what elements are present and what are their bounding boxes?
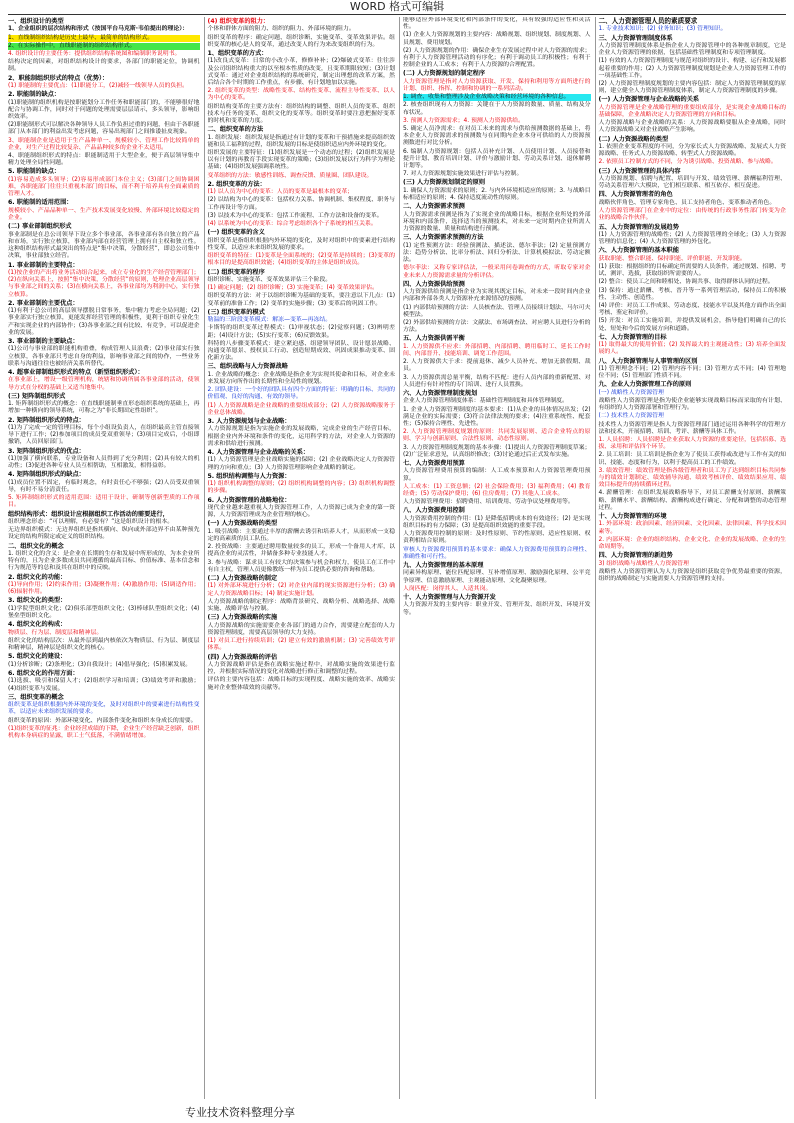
section-heading: 3. 矩阵制组织形式的优点：	[8, 447, 85, 455]
section-heading: 2. 矩阵制组织形式的特点：	[8, 416, 85, 424]
section-heading: 七、人力资源费用预算	[403, 460, 465, 467]
paragraph: 4. 组织设计的主要任务：提供组织结构系统图和编制职务说明书。	[8, 51, 181, 58]
section-heading: 6. 职能制的适用范围：	[8, 199, 73, 207]
footer-text: 专业技术资料整理分享	[185, 1106, 295, 1119]
paragraph: 人力资源管理是指对人力资源获取、开发、保持和利用等方面所进行的计划、组织、指挥、控制和协调的一系列活动。	[403, 78, 591, 93]
paragraph: 1. 人力资源供不应求：外部招聘、内部招聘、聘用临时工、延长工作时间、内部晋升、技能培训、调宽工作范围。	[403, 343, 591, 357]
paragraph: 3. 绩效管理：绩效管理是指各级管理者和员工为了达到组织目标共同参与的绩效计划制定、绩效辅导沟通、绩效考核评价、绩效结果应用、绩效目标提升的持续循环过程。	[598, 467, 786, 489]
paragraph: 技术性人力资源管理是指人力资源管理部门通过运用各种科学的管理方法和技术，开展招聘、培训、考评、薪酬等具体工作。	[598, 421, 786, 435]
paragraph: 6. 编制人力资源规划：包括人员补充计划、人员使用计划、人员接替和提升计划、教育培训计划、评价与激励计划、劳动关系计划、退休解聘计划等。	[403, 148, 591, 170]
section-heading: 6. 组织文化的作用方面：	[8, 669, 79, 677]
paragraph: (1) 以人员为中心的变革：人员的变革是最根本的变革；	[207, 189, 354, 196]
paragraph: 人力资源战略评估是指在战略实施过程中，对战略实施的效果进行监控，并根据实际情况的变化对战略进行修正和调整的过程。	[207, 661, 395, 676]
paragraph: 2. 组织变革的类型：战略性变革、结构性变革、流程主导性变革、以人为中心的变革。	[207, 88, 395, 102]
paragraph: (1) 定性预测方法：经验预测法、描述法、德尔菲法；(2) 定量预测方法：趋势分析法、比率分析法、回归分析法、计算机模拟法、劳动定额法。	[403, 242, 591, 264]
paragraph: (4) 以系统为中心的变革：综合考虑组织各个子系统的相互关系。	[207, 221, 377, 228]
section-heading: 八、人力资源管理与人事管理的区别	[598, 357, 698, 365]
paragraph: (1) 企业人力资源规划的主要内容：战略规划、组织规划、制度规划、人员规划、费用规划。	[403, 32, 591, 46]
section-heading: 三、人力资源需求预测的方法	[403, 234, 484, 242]
paragraph: 战略伙伴角色、管理专家角色、员工支持者角色、变革推动者角色。	[598, 199, 776, 206]
section-heading: 九、人力资源管理的基本原理	[403, 562, 484, 570]
section-heading: (二) 组织变革的程序	[207, 268, 265, 276]
section-heading: 4. 人力资源管理与企业战略的关系：	[207, 449, 310, 456]
paragraph: 1. 企业战略的概念：企业战略是指企业为实现其使命和目标，对企业未来发展方向所作出的长期性和全局性的规划。	[207, 371, 395, 385]
paragraph: 3. 预测人力资源需求；4. 预测人力资源供给。	[403, 117, 525, 124]
section-heading: 十、人力资源管理的环境	[598, 513, 667, 521]
section-heading: 2. 职能制的缺点：	[8, 91, 61, 99]
paragraph: (1) 人力资源战略是企业战略的重要组成部分；(2) 人力资源战略服务于企业总体战略。	[207, 402, 395, 416]
section-heading: (二) 人力资源规划的制定程序	[403, 70, 486, 78]
paragraph: (1) 对员工进行持续培训；(2) 建立有效的激励机制；(3) 完善绩效考评体系。	[207, 638, 395, 652]
paragraph: (5) 开发：对员工实施培训，并提供发展机会，指导他们明确自己的长处、短处和今后的发展方向和道路。	[598, 318, 786, 332]
paragraph: 4. 薪酬管理：在组织发展战略指导下，对员工薪酬支付原则、薪酬策略、薪酬水平、薪酬结构、薪酬构成进行确定、分配和调整的动态管理过程。	[598, 490, 786, 511]
paragraph: (1) 确定问题；(2) 组织诊断；(3) 实施变革；(4) 变革效果评估。	[207, 285, 378, 292]
section-heading: 4. 超事业部制组织形式的特点（新型组织形式）：	[8, 368, 144, 376]
paragraph: 人力资源管理费用预算的编制：人工成本预算和人力资源管理费用预算。	[403, 468, 591, 482]
paragraph: (1)成员位置不固定，有临时观念，有时责任心不够强；(2)人员受双重领导，有时不易分清责任。	[8, 479, 200, 494]
section-heading: (三) 矩阵制组织形式	[8, 392, 66, 400]
paragraph: (2) 人力资源规划的作用：确保企业生存发展过程中对人力资源的需求；有利于人力资源管理活动的有序化；有利于调动员工的积极性；有利于控制企业的人工成本；有利于人力资源的合理配置。	[403, 47, 591, 69]
paragraph: (1) 管理理念不同；(2) 管理内容不同；(3) 管理方式不同；(4) 管理地位不同；(5) 管理部门性质不同。	[598, 365, 786, 380]
paragraph: 组织变革是组织根据内外环境的变化，及时对组织中的要素进行结构性变革，以适应未来组织发展的要求。	[8, 702, 200, 716]
paragraph: 组织诊断、实施变革、变革效果评估三个阶段。	[207, 276, 332, 283]
section-heading: (4) 组织变革的阻力：	[207, 18, 270, 25]
paragraph: 人力资源管理制度体系是指企业人力资源管理中的各种规章制度，它是企业人力资源管理的依据，包括基础性管理制度和专项管理制度。	[598, 43, 786, 57]
section-heading: 二、人力资源管理人员的素质要求	[598, 17, 698, 25]
paragraph: 企业人力资源管理制度体系：基础性管理制度和具体管理制度。	[403, 398, 568, 405]
paragraph: (1) 人力资源管理是企业战略实施的保障；(2) 企业战略决定人力资源管理的方向和重点；(3) 人力资源管理影响企业战略的制定。	[207, 457, 395, 471]
paragraph: 人力资源管理部门在企业中的定位：由传统的行政事务性部门转变为企业的战略合作伙伴。	[598, 208, 786, 222]
paragraph: (1)导向作用；(2)约束作用；(3)凝聚作用；(4)激励作用；(5)调适作用；(6)辐射作用。	[8, 582, 200, 596]
text-column-3	[399, 17, 591, 1099]
header-divider	[8, 14, 786, 15]
section-heading: 六、人力资源管理制度规划	[403, 389, 478, 397]
paragraph: 人力资源战略的制定程序：战略背景研究、战略分析、战略选择、战略实施、战略评估与控制。	[207, 598, 395, 613]
paragraph: 1. 依照企业变革程度的不同，分为家长式人力资源战略、发展式人力资源战略、任务式人力资源战略、转型式人力资源战略。	[598, 144, 786, 158]
paragraph: 1. 人员招聘：人员招聘是企业获取人力资源的重要途径，包括招募、选拔、录用和评估四个环节。	[598, 437, 786, 451]
paragraph: 组织发展的主要特征：(1)组织发展是一个动态的过程；(2)组织发展是以有计划的再教育手段实现变革的策略；(3)组织发展以行为科学为理论基础；(4)组织发展强调系统性。	[207, 150, 395, 171]
paragraph: (1) 人力资源管理的战略性；(2) 人力资源管理的全球化；(3) 人力资源管理的信息化；(4) 人力资源管理的外包化。	[598, 231, 786, 246]
paragraph: 物质层、行为层、制度层和精神层。	[8, 629, 103, 636]
paragraph: 战略性人力资源管理是指为使企业能够实现战略目标而采取的有计划、有组织的人力资源部署和管理行为。	[598, 397, 786, 412]
paragraph: 1. 企业人力资源管理制度的基本要求：(1)从企业的具体情况出发；(2)满足企业的实际需要；(3)符合法律法规的要求；(4)注重系统性、配套性；(5)保持合理性、先进性。	[403, 406, 591, 427]
paragraph: 1. 吸引战略：主要通过丰厚的薪酬去诱引和培养人才，从而形成一支稳定的高素质的员工队伍。	[207, 528, 395, 543]
paragraph: 1. 组织发展：组织发展是指通过有计划的变革和干预措施来提高组织效能和员工福利的过程，组织发展的目标是使组织适应内外环境的变化。	[207, 134, 395, 148]
section-heading: 3. 人力资源规划与企业战略：	[207, 417, 291, 425]
paragraph: 人力资源战略与企业战略的关系：人力资源战略要服从企业战略，同时人力资源战略又对企业战略产生影响。	[598, 120, 786, 134]
section-heading: 三、人力资源管理制度体系	[598, 34, 673, 42]
paragraph: 3) 组织战略与战略性人力资源管理	[598, 560, 689, 567]
paragraph: 1. 组织文化的含义：是企业在长期的生存和发展中所形成的、为本企业所特有的，且为企业多数成员共同遵循的最高目标、价值标准、基本信念和行为规范等的总和及其在组织中的反映。	[8, 551, 200, 572]
section-heading: 三、组织战略与人力资源战略	[207, 363, 288, 371]
paragraph: (1)按企业的产出将业务活动组合起来，成立专业化的生产经营管理部门；(2)在纵向关系上，按照“集中决策，分散经营”的原则，处理企业高层领导与事业部之间的关系；(3)在横向关系上，各事业部均为利润中心，实行独立核算。	[8, 269, 200, 298]
paragraph: (1) 职能制的主要优点：(1)职能分工，(2)减轻一线领导人员的负担。	[8, 83, 189, 90]
paragraph: (1) 内部供给预测的方法：人员核查法、管理人员接续计划法、马尔可夫模型法。	[403, 304, 591, 318]
paragraph: 战略性人力资源管理认为人力资源是组织获取竞争优势最重要的资源，组织的战略制定与实施需要人力资源管理的支持。	[598, 568, 786, 583]
paragraph: 人力资源战略的实施需要企业各部门的通力合作，需要建立配套的人力资源管理制度，需要高层领导的大力支持。	[207, 622, 395, 636]
paragraph: 同素异构原理、能位匹配原理、互补增值原理、激励强化原理、公平竞争原理、信息激励原理、主观能动原理、文化凝聚原理。	[403, 570, 591, 584]
paragraph: (1)选拔、吸引和保留人才；(2)组织学习和培训；(3)绩效考评和激励；(4)组织变革与发展。	[8, 678, 200, 692]
paragraph: 1. 专业技术知识；(2) 业务知识；(3) 管理知识。	[598, 26, 727, 33]
paragraph: 组织变革的特征：(1)变革是全面系统的；(2)变革是持续的；(3)变革的根本目的是提高组织效能；(4)组织变革的主体是组织成员。	[207, 253, 395, 267]
paragraph: 现代企业越来越重视人力资源管理工作，人力资源已成为企业的第一资源，人力资源管理成为企业管理的核心。	[207, 505, 395, 519]
section-heading: 一、组织设计的类型	[8, 18, 64, 25]
paragraph: (1)职能制的组织机构是按职能划分工作任务和职能部门的，不能够很好地配合与协调工作，同时对于问题的处理需要层层请示，多头领导，影响组织效率。	[8, 99, 200, 121]
section-heading: 5. 组织文化的建设：	[8, 653, 67, 661]
paragraph: 2. 员工培训：员工培训是指企业为了使员工获得或改进与工作有关的知识、技能、态度和行为，以利于提高员工的工作绩效。	[598, 452, 786, 466]
paragraph: (2) 人力资源管理制度规划的主要内容包括：制定人力资源管理制度的原则，建立健全人力资源管理制度体系，制定人力资源管理制度的步骤。	[598, 81, 786, 95]
paragraph: 评估的主要内容包括：战略目标的实现程度、战略实施的效率、战略实施对企业整体绩效的贡献等。	[207, 677, 395, 691]
paragraph: 人工成本：(1) 工资总额；(2) 社会保险费用；(3) 福利费用；(4) 教育经费；(5) 劳动保护费用；(6) 住房费用；(7) 其他人工成本。	[403, 483, 591, 498]
paragraph: 个体和群体方面的阻力、组织的阻力、外部环境的阻力。	[207, 26, 355, 33]
text-column-2	[204, 17, 396, 1099]
paragraph: 人力资源管理是企业战略管理的重要组成部分，是实现企业战略目标的基础保障，企业战略决定人力资源管理的方向和目标。	[598, 104, 786, 119]
section-heading: 六、人力资源管理的基本职能	[598, 247, 679, 255]
paragraph: (2) 以结构为中心的变革：包括权力关系、协调机制、集权程度、职务与工作再设计等方面。	[207, 197, 395, 211]
section-heading: 二、组织变革的方法	[207, 126, 264, 134]
paragraph: (1)组织变革的征兆：企业经营成绩的下降，企业生产经营缺乏创新，组织机构本身病症的显露，职工士气低落，不满情绪增加。	[8, 725, 200, 739]
section-heading: 4. 组织文化的构成：	[8, 621, 67, 629]
section-heading: 5. 组织结构调整与人力资源：	[207, 472, 291, 480]
section-heading: 组织结构形式：组织设计应根据组织工作活动的需要进行，	[8, 510, 169, 518]
section-heading: 5. 职能制的缺点：	[8, 168, 61, 176]
paragraph: (2) 外部供给预测的方法：文献法、市场调查法、对应聘人员进行分析的方法。	[403, 319, 591, 334]
section-heading: 6. 人力资源管理的战略地位：	[207, 496, 291, 504]
paragraph: (3) 保持：通过薪酬、考核、晋升等一系列管理活动，保持员工的积极性、主动性、创造性。	[598, 287, 786, 301]
paragraph: 勒温的三阶段变革模式：解冻—变革—再冻结。	[207, 317, 332, 324]
paragraph: 卡斯特的组织变革过程模式：(1)审视状态；(2)觉察问题；(3)辨明差距；(4)设计方法；(5)实行变革；(6)反馈效果。	[207, 325, 395, 339]
paragraph: 组织文化的结构层次：从最外层到最内核依次为物质层、行为层、制度层和精神层，精神层是组织文化的核心。	[8, 637, 200, 652]
section-heading: 五、人力资源管理的发展趋势	[598, 223, 679, 231]
paragraph: 2. 团队建设：一个好的团队具有四个方面的特征：明确的目标、共同的价值观、良好的沟通、有效的领导。	[207, 387, 395, 401]
section-heading: (四) 人力资源战略的评估	[207, 653, 278, 661]
paragraph: (1)改良式变革：日常的小改小革，修修补补；(2)爆破式变革：往往涉及公司组织结构重大的以至根本性质的改变，且变革期限较短；(3)计划式变革：通过对企业组织结构的系统研究，制定出理想的改革方案，然后结合各个时期的工作重点，有步骤、有计划地加以实施。	[207, 58, 395, 87]
paragraph: 1、直线制组织结构是历史上最早、最简单的结构形式。	[8, 35, 200, 42]
paragraph: (2) 整合：使员工之间和睦相处、协调共事、取得群体认同的过程。	[598, 279, 774, 286]
paragraph: (1)分析诊断；(2)条理化；(3)自我设计；(4)倡导强化；(5)积累发展。	[8, 661, 192, 668]
paragraph: (1)容易造成多头领导；(2)容易形成部门本位主义；(3)部门之间协调困难，各职能部门往往只重视本部门的目标，而不利于培养具有全面素质的管理人才。	[8, 176, 200, 198]
text-column-1	[8, 17, 200, 1099]
paragraph: 无边界组织模式：无边界组织是指其横向、纵向或外部边界不由某种预先设定的结构所限定或定义的组织结构。	[8, 527, 200, 541]
section-heading: 八、人力资源费用控制	[403, 507, 465, 515]
paragraph: 组织变革是指组织根据内外环境的变化，及时对组织中的要素进行结构性变革，以适应未来组织发展的要求。	[207, 237, 395, 251]
section-heading: 四、人力资源管理者的角色	[598, 191, 673, 199]
paragraph: (1)学院型组织文化；(2)俱乐部型组织文化；(3)棒球队型组织文化；(4)堡垒型组织文化。	[8, 605, 200, 620]
paragraph: 2. 核查组织现有人力资源：关键在于人力资源的数量、质量、结构及分布状况。	[403, 102, 591, 116]
section-heading: (一) 组织变革的含义	[207, 229, 265, 237]
paragraph: 4、职能制组织形式的特点：职能制适用于大型企业，便于高层领导集中精力处理全局性问题。	[8, 153, 200, 167]
paragraph: 3. 人力资源供需总量平衡，结构不匹配：进行人员内部的重新配置、对人员进行有针对性的专门培训、进行人员置换。	[403, 374, 591, 388]
paragraph: 人力资源费用控制的原则：及时性原则、节约性原则、适应性原则、权责利相结合原则。	[403, 531, 591, 545]
section-heading: 3. 事业部制的主要缺点：	[8, 337, 79, 345]
section-heading: 2. 事业部制的主要优点：	[8, 299, 79, 307]
paragraph: (1) 取得最大的使用价值；(2) 发挥最大的主观能动性；(3) 培养全面发展的人。	[598, 342, 786, 356]
paragraph: (4) 评价：对员工工作成果、劳动态度、技能水平以及其他方面作出全面考核、鉴定和评价。	[598, 302, 786, 317]
paragraph: (2)职能制形式可以解决各种领导人员工作负担过重的问题，但由于各职能部门从本部门的利益出发考虑问题，容易出现部门之间推诿扯皮现象。	[8, 122, 200, 136]
paragraph: (1) 对外部环境进行分析；(2) 对企业内部的现实资源进行分析；(3) 确定人力资源战略目标；(4) 制定实施计划。	[207, 583, 395, 597]
section-heading: 四、人力资源管理的新趋势	[598, 552, 673, 560]
paragraph: 2. 内部环境：企业的组织结构、企业文化、企业的发展战略、企业的生命周期等。	[598, 536, 786, 551]
paragraph: (1)有利于总公司的高层领导摆脱日常事务，集中精力考虑全局问题；(2)事业部实行独立核算，更能发挥经营管理的积极性，更利于组织专业化生产和实现企业的内部协作；(3)各事业部之间有比较、有竞争，可以促进企业的发展。	[8, 308, 200, 336]
section-heading: 2. 组织文化的功能：	[8, 573, 67, 581]
paragraph: 2. 依照员工控制方式的不同，分为诱引战略、投资战略、参与战略。	[598, 159, 777, 166]
section-heading: 3. 组织文化的类型：	[8, 597, 67, 605]
section-heading: (二) 人力资源战略的类型	[598, 135, 669, 143]
section-heading: (三) 人力资源管理的具体内容	[598, 167, 681, 175]
section-heading: 五、人力资源供需平衡	[403, 335, 465, 343]
paragraph: 事业部制是在总公司领导下设立多个事业部，各事业部有各自独立的产品和市场，实行独立核算，事业部内部在经营管理上拥有自主权和独立性。这种组织结构形式最突出的特点是“集中决策，分散经营”，即总公司集中决策，事业部独立经营。	[8, 231, 200, 260]
paragraph: 获取职能、整合职能、保持职能、评价职能、开发职能。	[598, 255, 746, 262]
paragraph: (一) 战略性人力资源管理	[598, 389, 664, 396]
paragraph: 人岗匹配：岗得其人、人适其岗。	[403, 585, 492, 592]
document-body	[8, 17, 786, 1099]
paragraph: 审核人力资源费用预算的基本要求：确保人力资源费用预算的合理性、准确性和可行性。	[403, 546, 591, 560]
paragraph: 7. 对人力资源规划实施效果进行评估与控制。	[403, 171, 523, 178]
page-footer	[0, 1106, 794, 1120]
paragraph: (1)公司与事业部的职能机构重叠，构成管理人员浪费；(2)事业部实行独立核算，各事业部只考虑自身的利益，影响事业部之间的协作，一些业务联系与沟通往往也被经济关系所替代。	[8, 346, 200, 367]
paragraph: 组织变革的方法：对于以组织诊断为基础的变革，要注意以下几点：(1) 变革前的准备工作；(2) 变革的实施步骤；(3) 变革后的巩固工作。	[207, 293, 395, 307]
paragraph: 组织变革的原因：外部环境变化、内部条件变化和组织本身成长的需要。	[8, 717, 197, 724]
section-heading: (三) 人力资源规划制定的原则	[403, 179, 486, 187]
section-heading: 2. 组织变革的方法：	[207, 180, 266, 188]
paragraph: (1) 组织机构调整的原则；(2) 组织机构调整的内容；(3) 组织机构调整的步骤。	[207, 481, 395, 495]
paragraph: 1、企业组织的层次结构和形式（按国平台马克斯·韦伯提出的理论）：	[8, 26, 189, 33]
paragraph: 3. 参与战略：谋求员工有较大的决策参与机会和权力，使员工在工作中有自主权，管理人员更像教练一样为员工提供必要的咨询和帮助。	[207, 559, 395, 573]
paragraph: 组织变革的程序：确定问题、组织诊断、实施变革、变革效果评估。组织变革的核心是人的变革，通过改变人的行为来改变组织的行为。	[207, 34, 395, 48]
paragraph: 1. 外部环境：政治因素、经济因素、文化因素、法律因素、科学技术因素等。	[598, 521, 786, 535]
section-heading: 七、人力资源管理的目标	[598, 333, 667, 341]
paragraph: 在事业部上，增设一级管理机构，统辖和协调所属各事业部的活动，使领导方式在分权的基础上又适当地集中。	[8, 377, 200, 391]
paragraph: 1. 调查、收集和整理涉及企业战略决策和经营环境的各种信息。	[403, 94, 591, 101]
paragraph: 德尔菲法：又称专家评估法，一般采用问卷调查的方式，听取专家对企业未来人力资源需求量的分析评估。	[403, 265, 591, 279]
section-heading: 1. 事业部制的主要特点：	[8, 261, 79, 269]
text-column-4	[595, 17, 787, 1099]
paragraph: 人力资源供给预测是指企业为实现其既定目标，对未来一段时间内企业内部和外部各类人力资源补充来源情况的预测。	[403, 289, 591, 303]
section-heading: 2、职能制组织形式的特点（优势）：	[8, 74, 109, 82]
section-heading: 十、人力资源管理与人力资源开发	[403, 594, 496, 602]
section-heading: 二、人力资源需求预测	[403, 203, 465, 211]
header-title: WORD 格式可编辑	[349, 0, 445, 13]
paragraph: 人力资源管理费用：招聘费用、培训费用、劳动争议处理费用等。	[403, 499, 574, 506]
paragraph: (1) 有效的人力资源管理制度与规范对组织的设计、构建、运行和发展都起着重要的作用；(2) 人力资源管理制度规划是企业人力资源管理工作的一项基础性工作。	[598, 58, 786, 79]
paragraph: 2. 人力资源管理制度规划的原则：共同发展原则、适合企业特点的原则、学习与创新原则、合法性原则、动态性原则。	[403, 429, 591, 443]
paragraph: 人力资源开发的主要内容：职业开发、管理开发、组织开发、环境开发等。	[403, 602, 591, 616]
paragraph: 组织结构变革的主要方法有：组织结构的调整、组织人员的变革、组织技术与任务的变革、组织文化的变革等。组织变革时要注意把握好变革的时机和变革的力度。	[207, 103, 395, 125]
paragraph: (3) 以技术为中心的变革：包括工作流程、工作方法和设备的变革。	[207, 212, 383, 219]
section-heading: 四、人力资源供给预测	[403, 280, 465, 288]
section-heading: (一) 人力资源管理与企业战略的关系	[598, 96, 700, 104]
paragraph: 人力资源规划是指为实施企业的发展战略，完成企业的生产经营目标，根据企业内外环境和条件的变化，运用科学的方法，对企业人力资源的需求和供给进行预测。	[207, 426, 395, 447]
section-heading: (一) 人力资源战略的类型	[207, 520, 278, 528]
paragraph: 能够适应外部环境变化和内部条件的变化，具有较强的适应性和灵活性。	[403, 17, 591, 31]
section-heading: 九、企业人力资源管理工作的原则	[598, 381, 692, 389]
section-heading: 4. 矩阵制组织形式的缺点：	[8, 471, 85, 479]
paragraph: 人力资源规划、招聘与配置、培训与开发、绩效管理、薪酬福利管理、劳动关系管理六大模块，它们相互联系、相互依存、相互促进。	[598, 176, 786, 190]
paragraph: (1)加强了横向联系，专业设备和人员得到了充分利用；(2)具有较大的机动性；(3)促进各种专业人员互相帮助，互相激发，相得益彰。	[8, 456, 200, 470]
paragraph: 规模较小、产品品种单一、生产技术发展变化较慢、外部环境比较稳定的企业。	[8, 207, 200, 222]
paragraph: 2. 人力资源供大于求：提前退休、减少人员补充、增加无薪假期、裁员。	[403, 359, 591, 373]
paragraph: 变革组织的方法：敏感性训练、调查反馈、质量圈、团队建设。	[207, 172, 373, 179]
section-heading: (三) 人力资源战略的实施	[207, 614, 278, 622]
paragraph: 2、在实际操作中，直线职能制的组织结构形式。	[8, 43, 200, 50]
section-heading: (三) 组织变革的模式	[207, 308, 265, 316]
paragraph: 5. 确定人员净需求：在对员工未来的需求与供给预测数据的基础上，将本企业人力资源需求的预测数与在同期内企业本身可供给的人力资源预测数进行对比分析。	[403, 126, 591, 147]
section-heading: 二、组织文化的概念	[8, 542, 64, 550]
section-heading: (二) 事业部制组织形式	[8, 223, 72, 231]
section-heading: 三、组织变革的概念	[8, 693, 64, 701]
paragraph: 人力资源需求预测是指为了实现企业的战略目标，根据企业所处的外部环境和内部条件，选择适当的预测技术，对未来一定时期内企业所需人力资源的数量、质量和结构进行预测。	[403, 211, 591, 233]
paragraph: 人力资源费用控制的作用：(1) 是降低招聘成本的有效途径；(2) 是实现组织目标的有力保障；(3) 是提高组织效能的重要手段。	[403, 515, 591, 530]
paragraph: 5. 矩阵制组织形式的适用范围：适用于设计、研制等创新型质的工作项目。	[8, 495, 200, 509]
paragraph: 2. 投资战略：主要通过聘用数量较多的员工，形成一个备用人才库，以提高企业的灵活性，并储备多种专业技能人才。	[207, 544, 395, 558]
section-heading: (二) 人力资源战略的制定	[207, 575, 278, 583]
paragraph: (1)为了完成一定的管理目标，每个小组设负责人，在组织最高主管直接领导下进行工作；(2)参加项目的成员受双重领导；(3)项目完成后，小组即撤销，人员回原部门。	[8, 425, 200, 446]
paragraph: 3. 人力资源管理制度规划的基本步骤：(1)提出人力资源管理制度草案；(2)广泛征求意见，认真组织修改；(3)讨论通过后正式发布实施。	[403, 444, 591, 458]
paragraph: 3、职能制企业是适用于生产品种单一、规模较小、管理工作比较简单的企业，对生产过程比较复杂、产品品种较多的企业不太适用。	[8, 137, 200, 151]
paragraph: 1. 矩阵制组织形式的概念：在直线职能制垂直形态组织系统的基础上，再增加一种横向的领导系统，可称之为“非长期固定性组织”。	[8, 401, 200, 415]
paragraph: (二) 技术性人力资源管理	[598, 413, 664, 420]
paragraph: (1) 获取：根据组织的目标确定所需要的人员条件，通过规划、招聘、考试、测评、选拔，获取组织所需要的人。	[598, 263, 786, 278]
paragraph: 1. 确保人力资源需求的原则；2. 与内外环境相适应的原则；3. 与战略目标相适应的原则；4. 保持适度流动性的原则。	[403, 187, 591, 202]
paragraph: 结构决定的因素，对组织结构设计的要求，各部门的职能定位，协调机制。	[8, 59, 200, 73]
section-heading: 1、组织变革的方式：	[207, 50, 268, 58]
paragraph: 组织理念形态：“可以理解，有必要有？”这是组织设计的根本。	[8, 519, 174, 526]
paragraph: 科特的八步骤变革模式：建立紧迫感、组建领导团队、设计愿景战略、沟通变革愿景、授权员工行动、创造短期成效、巩固成果推动变革、固化新方法。	[207, 340, 395, 362]
